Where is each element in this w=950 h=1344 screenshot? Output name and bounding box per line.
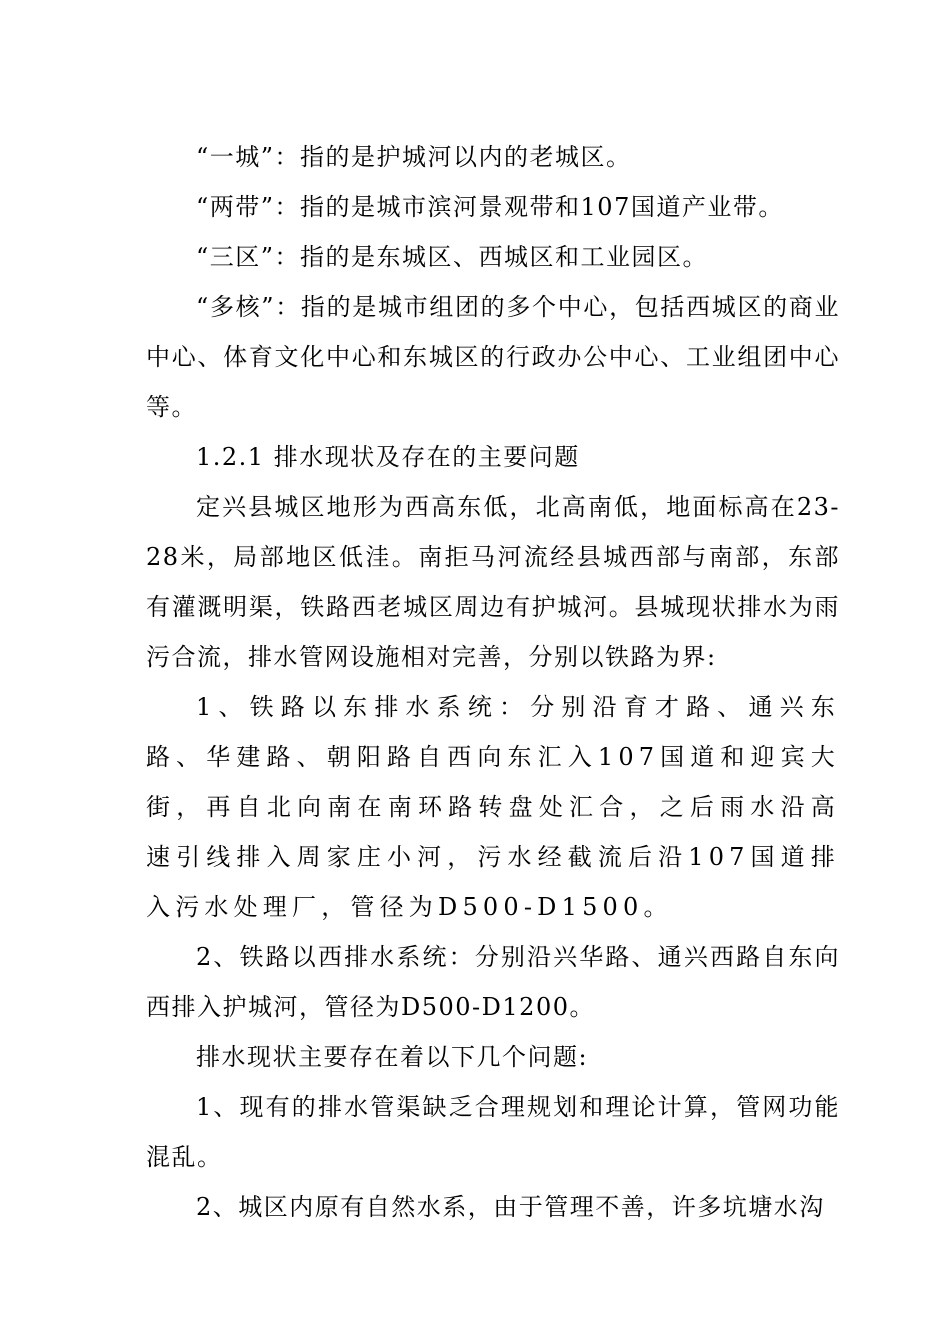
- document-body: [146, 132, 840, 1232]
- paragraph-problem-2: 2、城区内原有自然水系，由于管理不善，许多坑塘水沟: [196, 1193, 825, 1221]
- paragraph-sanqu: “三区”：指的是东城区、西城区和工业园区。: [196, 243, 709, 271]
- section-heading: 1.2.1 排水现状及存在的主要问题: [196, 443, 580, 471]
- paragraph-terrain: 定兴县城区地形为西高东低，北高南低，地面标高在23-28米，局部地区低洼。南拒马河流经县城西部与南部，东部有灌溉明渠，铁路西老城区周边有护城河。县城现状排水为雨污合流，排水管网设施相对完善，分别以铁路为界:: [146, 493, 840, 671]
- paragraph-problem-1: 1、现有的排水管渠缺乏合理规划和理论计算，管网功能混乱。: [146, 1093, 840, 1171]
- paragraph-liangdai: “两带”：指的是城市滨河景观带和107国道产业带。: [196, 193, 784, 221]
- paragraph-yicheng: “一城”：指的是护城河以内的老城区。: [196, 143, 632, 171]
- paragraph-west-drainage: 2、铁路以西排水系统：分别沿兴华路、通兴西路自东向西排入护城河，管径为D500-D1200。: [146, 943, 840, 1021]
- paragraph-duohe: “多核”：指的是城市组团的多个中心，包括西城区的商业中心、体育文化中心和东城区的行政办公中心、工业组团中心等。: [146, 293, 840, 421]
- paragraph-problems-intro: 排水现状主要存在着以下几个问题:: [196, 1043, 589, 1071]
- paragraph-east-drainage: 1、铁路以东排水系统：分别沿育才路、通兴东路、华建路、朝阳路自西向东汇入107国道和迎宾大街，再自北向南在南环路转盘处汇合，之后雨水沿高速引线排入周家庄小河，污水经截流后沿107国道排入污水处理厂，管径为D500-D1500。: [146, 693, 840, 921]
